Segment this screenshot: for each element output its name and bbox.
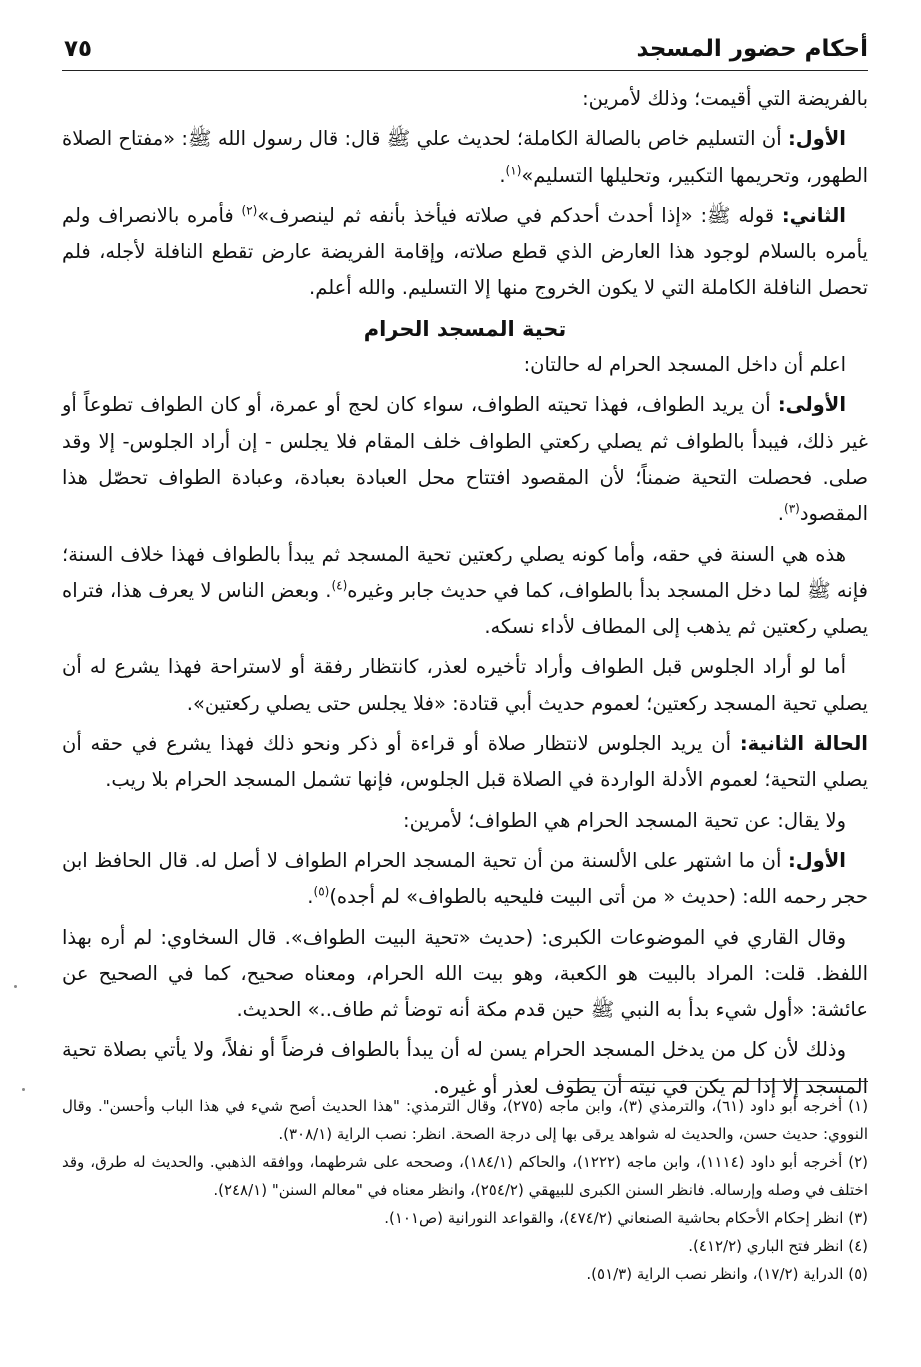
running-title: أحكام حضور المسجد bbox=[636, 36, 868, 62]
footnote: (٣) انظر إحكام الأحكام بحاشية الصنعاني (٤٧٤/٢)، والقواعد النورانية (ص١٠١). bbox=[384, 1209, 868, 1227]
margin-speck bbox=[14, 985, 17, 988]
footnotes bbox=[62, 1092, 868, 1288]
section-title: تحية المسجد الحرام bbox=[363, 316, 567, 341]
paragraph-text: ولا يقال: عن تحية المسجد الحرام هي الطواف؛ لأمرين: bbox=[403, 808, 846, 832]
paragraph bbox=[62, 726, 868, 799]
paragraph bbox=[62, 347, 868, 383]
paragraph-text: وقال القاري في الموضوعات الكبرى: (حديث «تحية البيت الطواف». قال السخاوي: لم أره بهذا اللفظ. قلت: المراد بالبيت هو الكعبة، وهو بيت الله الحرام، ومعناه صحيح، كما في الصحيح عن عائشة: «أول شيء بدأ به النبي ﷺ حين قدم مكة أنه توضأ ثم طاف..» الحديث. bbox=[62, 925, 868, 1022]
paragraph bbox=[62, 649, 868, 722]
paragraph bbox=[62, 81, 868, 117]
body-text bbox=[62, 81, 868, 1105]
paragraph-end: . bbox=[499, 163, 506, 187]
footnote: (٢) أخرجه أبو داود (١١١٤)، وابن ماجه (١٢٢٢)، والحاكم (١٨٤/١)، وصححه على شرطهما، ووافقه الذهبي. والحديث له طرق، وقد اختلف في وصله وإرساله. فانظر السنن الكبرى للبيهقي (٢٥٤/٢)، وانظر معناه في "معالم السنن" (٢٤٨/١). bbox=[62, 1153, 868, 1199]
margin-speck bbox=[22, 1088, 25, 1091]
page-number: ٧٥ bbox=[64, 36, 93, 62]
paragraph-text: أن ما اشتهر على الألسنة من أن تحية المسجد الحرام الطواف لا أصل له. قال الحافظ ابن حجر رحمه الله: (حديث « من أتى البيت فليحيه بالطواف» لم أجده) bbox=[62, 848, 868, 909]
paragraph-end: . bbox=[777, 502, 784, 526]
paragraph-text: . وبعض الناس لا يعرف هذا، فتراه يصلي ركعتين ثم يذهب إلى المطاف لأداء نسكه. bbox=[62, 578, 868, 639]
paragraph-end: . bbox=[307, 885, 314, 909]
paragraph-text: فأمره بالانصراف ولم يأمره بالسلام لوجود هذا العارض الذي قطع صلاته، وإقامة الفريضة عارض تقطع النافلة لأجله، فلم تحصل النافلة الكاملة التي لا يكون الخروج منها إلا التسليم. والله أعلم. bbox=[62, 203, 868, 300]
paragraph bbox=[62, 387, 868, 532]
paragraph bbox=[62, 198, 868, 307]
footnote-ref[interactable]: (٤) bbox=[331, 578, 348, 593]
footnote-ref[interactable]: (١) bbox=[505, 163, 522, 178]
paragraph-text: وذلك لأن كل من يدخل المسجد الحرام يسن له أن يبدأ بالطواف فرضاً أو نفلاً، ولا يأتي بصلاة تحية المسجد إلا إذا لم يكن في نيته أن يطوف لعذر أو غيره. bbox=[62, 1038, 868, 1098]
footnote-ref[interactable]: (٥) bbox=[313, 884, 330, 899]
paragraph-text: أن يريد الجلوس لانتظار صلاة أو قراءة أو ذكر ونحو ذلك فهذا يشرع في حقه أن يصلي التحية؛ لعموم الأدلة الواردة في الصلاة قبل الجلوس، فإنها تشمل المسجد الحرام بلا ريب. bbox=[62, 732, 868, 792]
paragraph-lead: الأول: bbox=[787, 848, 846, 872]
footnote: (٥) الدراية (١٧/٢)، وانظر نصب الراية (٥١/٣). bbox=[586, 1265, 868, 1283]
footnote-ref[interactable]: (٢) bbox=[241, 203, 258, 218]
footnote-divider bbox=[568, 1081, 868, 1082]
paragraph bbox=[62, 920, 868, 1029]
paragraph bbox=[62, 537, 868, 646]
paragraph-text: هذه هي السنة في حقه، وأما كونه يصلي ركعتين تحية المسجد ثم يبدأ بالطواف فهذا خلاف السنة؛ فإنه ﷺ لما دخل المسجد بدأ بالطواف، كما في حديث جابر وغيره bbox=[62, 542, 868, 602]
paragraph-text: بالفريضة التي أقيمت؛ وذلك لأمرين: bbox=[582, 87, 868, 110]
paragraph bbox=[62, 803, 868, 839]
paragraph-lead: الثاني: bbox=[781, 203, 846, 227]
paragraph-lead: الأولى: bbox=[777, 393, 847, 417]
paragraph-text: أن التسليم خاص بالصالة الكاملة؛ لحديث علي ﷺ قال: قال رسول الله ﷺ: «مفتاح الصلاة الطهور، وتحريمها التكبير، وتحليلها التسليم» bbox=[62, 127, 868, 187]
running-header bbox=[62, 30, 868, 71]
paragraph-text: قوله ﷺ: «إذا أحدث أحدكم في صلاته فيأخذ بأنفه ثم لينصرف» bbox=[257, 203, 775, 227]
paragraph bbox=[62, 121, 868, 194]
paragraph-text: أن يريد الطواف، فهذا تحيته الطواف، سواء كان لحج أو عمرة، أو كان الطواف تطوعاً أو غير ذلك، فيبدأ بالطواف ثم يصلي ركعتي الطواف خلف المقام فلا يجلس - إن أراد الجلوس- إلا وقد صلى. فحصلت التحية ضمناً؛ لأن المقصود افتتاح محل العبادة بعبادة، وعبادة الطواف تحصّل هذا المقصود bbox=[62, 393, 868, 526]
book-page bbox=[62, 30, 868, 1350]
paragraph bbox=[62, 843, 868, 916]
paragraph-text: اعلم أن داخل المسجد الحرام له حالتان: bbox=[523, 353, 846, 377]
paragraph-text: أما لو أراد الجلوس قبل الطواف وأراد تأخيره لعذر، كانتظار رفقة أو لاستراحة فهذا يشرع له أن يصلي تحية المسجد ركعتين؛ لعموم حديث أبي قتادة: «فلا يجلس حتى يصلي ركعتين». bbox=[62, 655, 868, 715]
paragraph-lead: الأول: bbox=[787, 127, 846, 151]
footnote: (١) أخرجه أبو داود (٦١)، والترمذي (٣)، وابن ماجه (٢٧٥)، وقال الترمذي: "هذا الحديث أصح شيء في هذا الباب وأحسن". وقال النووي: حديث حسن، والحديث له شواهد يرقى بها إلى درجة الصحة. انظر: نصب الراية (٣٠٨/١). bbox=[62, 1097, 869, 1143]
paragraph-lead: الحالة الثانية: bbox=[739, 732, 868, 756]
footnote-ref[interactable]: (٣) bbox=[784, 501, 800, 516]
footnote: (٤) انظر فتح الباري (٤١٢/٢). bbox=[688, 1237, 868, 1255]
